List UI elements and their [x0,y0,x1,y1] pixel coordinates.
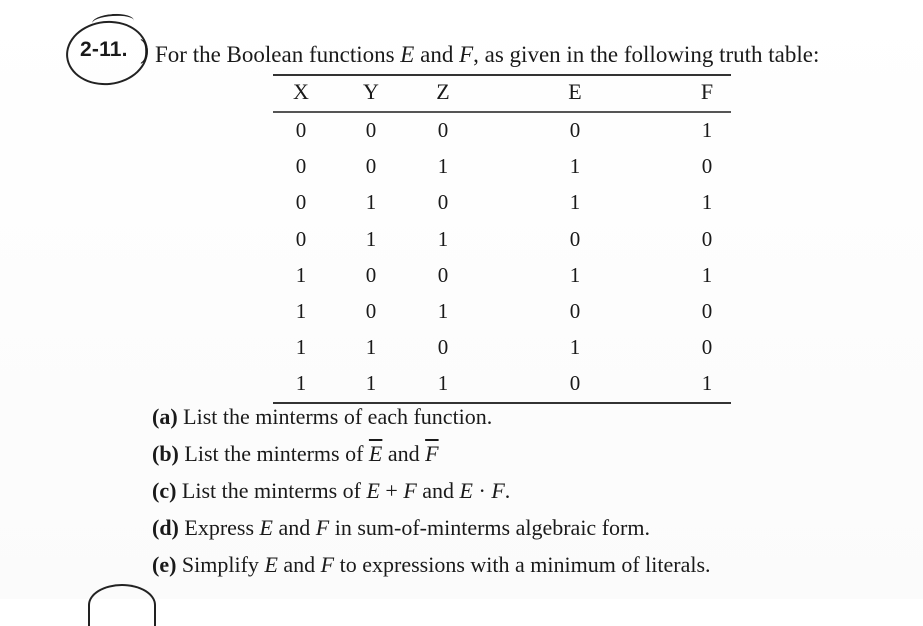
table-cell: 0 [295,190,307,215]
problem-text-part: , as given in the following truth table: [473,42,820,67]
table-cell: 0 [295,226,307,251]
problem-number-paren: ) [140,34,149,64]
table-cell: 0 [437,335,449,360]
question-text: List the minterms of each function. [177,404,493,429]
table-cell: 1 [701,118,713,142]
operator-and: · [473,478,492,503]
table-cell: 0 [365,118,377,142]
variable-e: E [264,552,278,577]
table-cell: 1 [701,262,713,287]
question-text: and [382,441,426,466]
question-text: and [277,552,321,577]
variable-f: F [315,515,330,540]
table-cell: 0 [365,154,377,179]
table-cell: 1 [569,154,581,179]
question-text: and [273,515,316,540]
table-cell: 1 [701,371,713,396]
table-cell: 0 [365,262,377,287]
pen-circle-mark-bottom [88,584,156,626]
question-a [152,404,492,430]
table-cell: 0 [437,262,449,287]
table-cell: 1 [569,262,581,287]
question-b [152,441,439,467]
table-rule-top [273,74,731,76]
question-label: (d) [152,515,179,540]
question-text: and [416,478,460,503]
column-header-x: X [293,79,309,104]
problem-text-part: and [414,42,460,67]
variable-e: E [259,515,273,540]
question-label: (a) [152,404,178,429]
question-text: in sum-of-minterms algebraic form. [329,515,650,540]
question-label: (e) [152,552,177,577]
column-header-e: E [568,79,582,104]
table-cell: 1 [295,299,307,323]
truth-table [273,74,731,404]
table-cell: 0 [701,226,713,251]
column-header-f: F [700,79,714,104]
table-cell: 1 [437,226,449,251]
question-text: . [504,478,511,503]
table-cell: 0 [569,118,581,142]
column-header-y: Y [363,79,379,104]
variable-f: F [320,552,335,577]
question-e [152,552,711,578]
question-label: (b) [152,441,179,466]
table-cell: 1 [569,190,581,215]
table-cell: 0 [437,190,449,215]
variable-f: F [403,478,417,503]
question-text: Express [178,515,260,540]
table-cell: 1 [701,190,713,215]
table-cell: 0 [365,299,377,323]
table-cell: 0 [701,335,713,360]
question-text: List the minterms of [176,478,367,503]
variable-f: F [459,42,474,67]
e-complement: $\overline{E}$ [368,441,383,466]
table-cell: 1 [365,335,377,360]
question-text: Simplify [176,552,265,577]
table-cell: 1 [437,154,449,179]
question-label: (c) [152,478,177,503]
table-cell: 0 [569,371,581,396]
question-text: List the minterms of [178,441,369,466]
table-cell: 1 [437,371,449,396]
table-cell: 0 [701,154,713,179]
question-c [152,478,510,504]
f-complement: $\overline{F}$ [425,441,439,466]
table-cell: 0 [295,154,307,179]
column-header-z: Z [436,79,450,104]
problem-text-part: For the Boolean functions [155,42,401,67]
table-cell: 1 [295,371,307,396]
table-rule-header [273,111,731,113]
table-cell: 0 [569,299,581,323]
variable-e: E [400,42,415,67]
variable-e: E [366,478,380,503]
variable-e: E [459,478,473,503]
table-cell: 0 [437,118,449,142]
table-cell: 1 [365,190,377,215]
table-cell: 1 [295,335,307,360]
table-cell: 1 [569,335,581,360]
variable-f: F [491,478,505,503]
question-text: to expressions with a minimum of literals. [334,552,711,577]
problem-statement [155,42,819,68]
operator-or: + [379,478,404,503]
table-cell: 1 [437,299,449,323]
table-cell: 1 [365,226,377,251]
table-cell: 1 [295,262,307,287]
table-cell: 1 [365,371,377,396]
table-cell: 0 [295,118,307,142]
question-d [152,515,650,541]
table-cell: 0 [569,226,581,251]
problem-number: 2-11. [80,38,128,61]
table-cell: 0 [701,299,713,323]
